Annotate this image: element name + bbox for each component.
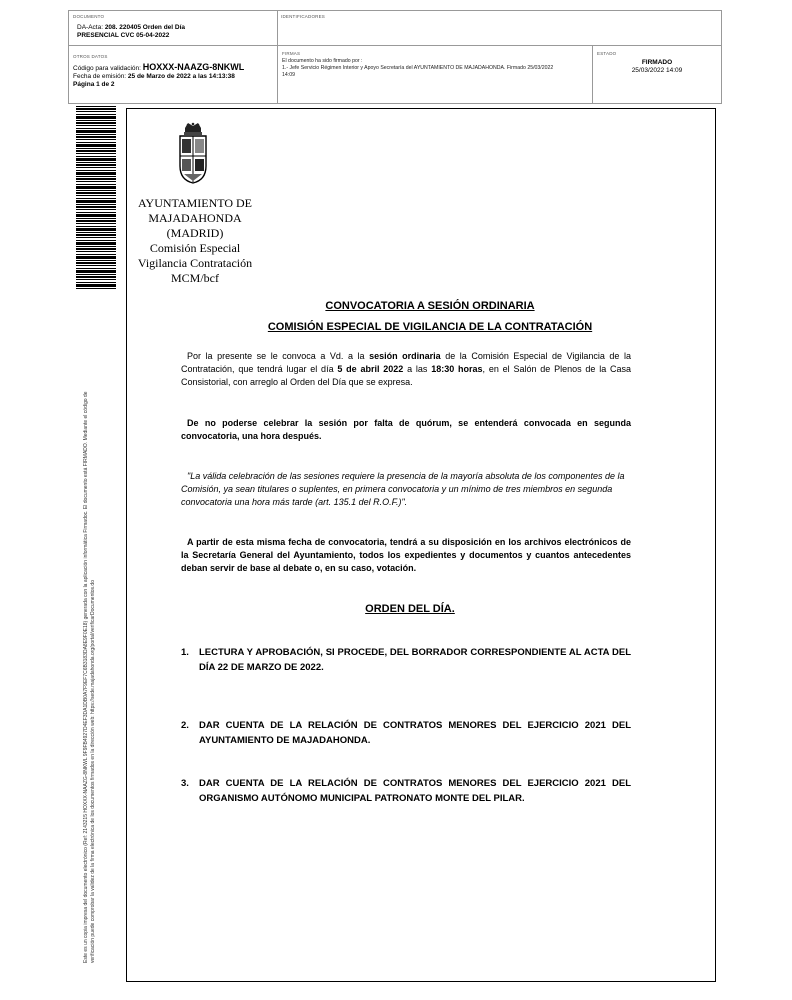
entity-line6: MCM/bcf bbox=[171, 271, 219, 285]
p1-text-a: Por la presente se le convoca a Vd. a la bbox=[187, 351, 370, 361]
firmas-cell bbox=[278, 46, 593, 103]
vertical-side-text bbox=[83, 303, 96, 963]
agenda-item-number: 1. bbox=[181, 647, 189, 658]
entity-line1: AYUNTAMIENTO DE bbox=[137, 196, 253, 210]
document-subtitle: COMISIÓN ESPECIAL DE VIGILANCIA DE LA CONTRATACIÓN bbox=[267, 321, 593, 333]
agenda-title: ORDEN DEL DÍA. bbox=[365, 603, 455, 615]
otros-datos-cell bbox=[69, 46, 278, 103]
documento-label: DOCUMENTO bbox=[73, 14, 105, 19]
agenda-item bbox=[181, 645, 631, 675]
agenda-item bbox=[181, 776, 631, 806]
coat-of-arms-icon bbox=[176, 122, 210, 184]
documento-ref: 208. 220405 Orden del Día bbox=[104, 24, 186, 31]
p1-text-g: , en el Salón de Plenos de la Casa Consistorial, con arreglo al Orden del Día que se expresa. bbox=[181, 364, 632, 387]
entity-block bbox=[132, 196, 258, 286]
entity-line3: (MADRID) bbox=[166, 226, 224, 240]
firmas-line2: 1.- Jefe Servicio Régimen Interior y Apoyo Secretaría del AYUNTAMIENTO DE MAJADAHONDA. Firmado 25/03/2022 bbox=[282, 65, 554, 71]
p1-text-e: a las bbox=[403, 364, 432, 374]
estado-cell bbox=[593, 46, 721, 103]
quorum-paragraph: De no poderse celebrar la sesión por falta de quórum, se entenderá convocada en segunda convocatoria, una hora después. bbox=[181, 418, 631, 441]
documento-cell bbox=[69, 11, 278, 46]
validation-code: HOXXX-NAAZG-8NKWL bbox=[142, 62, 245, 72]
agenda-item-number: 3. bbox=[181, 778, 189, 789]
availability-paragraph: A partir de esta misma fecha de convocatoria, tendrá a su disposición en los archivos electrónicos de la Secretaría General del Ayuntamiento, todos los expedientes y documentos y cuantos antecedentes deban servir de base al debate o, en su caso, votación. bbox=[181, 537, 631, 573]
emission-date: 25 de Marzo de 2022 a las 14:13:38 bbox=[127, 73, 235, 80]
estado-value: FIRMADO bbox=[641, 59, 673, 66]
barcode bbox=[76, 106, 116, 290]
identificadores-label: IDENTIFICADORES bbox=[281, 14, 326, 19]
agenda-item-number: 2. bbox=[181, 720, 189, 731]
document-title: CONVOCATORIA A SESIÓN ORDINARIA bbox=[325, 300, 535, 312]
document-header-box bbox=[68, 10, 722, 104]
p1-date: 5 de abril 2022 bbox=[337, 364, 404, 374]
firmas-line1: El documento ha sido firmado por : bbox=[282, 58, 363, 64]
validation-code-line bbox=[73, 63, 244, 74]
emission-date-prefix: Fecha de emisión: bbox=[73, 73, 128, 80]
firmas-line3: 14:09 bbox=[282, 72, 295, 78]
documento-line2: PRESENCIAL CVC 05-04-2022 bbox=[77, 32, 170, 39]
identificadores-cell bbox=[277, 11, 721, 46]
convocation-paragraph bbox=[181, 350, 631, 389]
entity-line4: Comisión Especial bbox=[149, 241, 241, 255]
estado-label: ESTADO bbox=[597, 51, 617, 56]
quote-paragraph: "La válida celebración de las sesiones requiere la presencia de la mayoría absoluta de los componentes de la Comisión, ya sean titulares o suplentes, en primera convocatoria y un mínimo de tres miembros en segunda convocatoria una hora más tarde (art. 135.1 del R.O.F.)". bbox=[181, 471, 625, 507]
estado-date: 25/03/2022 14:09 bbox=[631, 67, 683, 74]
page-count: Página 1 de 2 bbox=[73, 81, 115, 88]
entity-line5: Vigilancia Contratación bbox=[137, 256, 253, 270]
agenda-item bbox=[181, 718, 631, 748]
agenda-item-text: LECTURA Y APROBACIÓN, SI PROCEDE, DEL BORRADOR CORRESPONDIENTE AL ACTA DEL DÍA 22 DE MARZO DE 2022. bbox=[199, 647, 631, 673]
agenda-item-text: DAR CUENTA DE LA RELACIÓN DE CONTRATOS MENORES DEL EJERCICIO 2021 DEL AYUNTAMIENTO DE MAJADAHONDA. bbox=[199, 720, 631, 746]
documento-prefix: DA-Acta: bbox=[77, 24, 105, 31]
agenda-item-text: DAR CUENTA DE LA RELACIÓN DE CONTRATOS MENORES DEL EJERCICIO 2021 DEL ORGANISMO AUTÓNOMO MUNICIPAL PATRONATO MONTE DEL PILAR. bbox=[199, 778, 631, 804]
side-text-line1: Este es un copia impresa del documento electrónico (Ref: 2143215 HOXXX-NAAZG-8NKWL 9F9FB4927D4EF3DA1DB0A7F9EF7C6B3183DA8E9F0E18) generada con la aplicación informática Firmadoc. El documento está FIRMADO. Mediante el código de bbox=[83, 391, 89, 963]
p1-time: 18:30 horas bbox=[431, 364, 483, 374]
firmas-label: FIRMAS bbox=[282, 51, 301, 56]
side-text-line2: verificación puede comprobar la validez de la firma electrónica de los documentos firmados en la dirección web: https://sede.majadahonda.org/portal/verificarDocumentos.do bbox=[89, 580, 96, 963]
entity-line2: MAJADAHONDA bbox=[148, 211, 242, 225]
validation-code-prefix: Código para validación: bbox=[73, 65, 143, 72]
p1-session-type: sesión ordinaria bbox=[369, 351, 441, 361]
p1-text-c: de la Comisión Especial de Vigilancia de la Contratación, que tendrá lugar el día bbox=[181, 351, 631, 374]
otros-label: OTROS DATOS bbox=[73, 54, 108, 59]
